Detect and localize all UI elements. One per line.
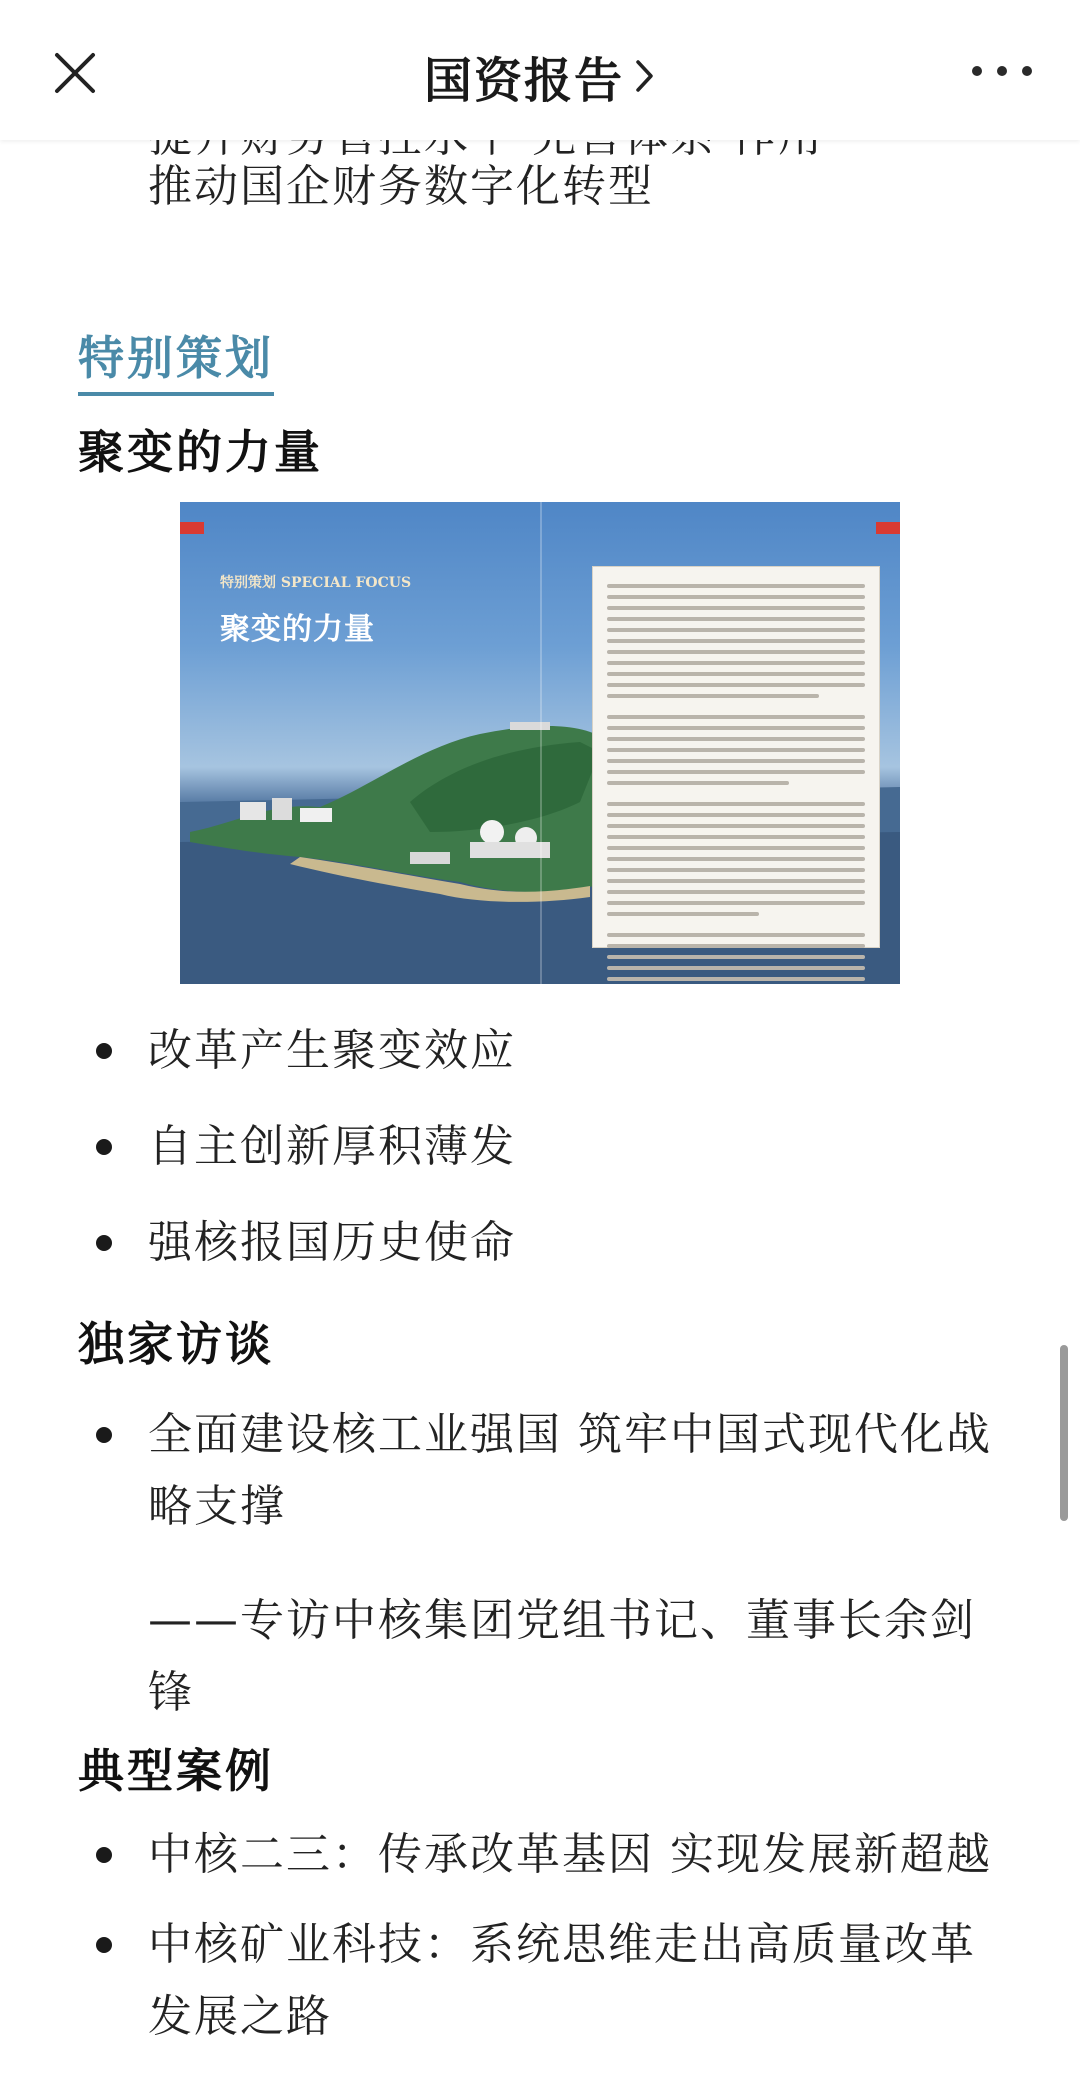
bullet-icon	[96, 1427, 112, 1443]
more-dot-icon	[997, 66, 1007, 76]
list-item: 自主创新厚积薄发	[148, 1121, 516, 1172]
bullet-icon	[96, 1043, 112, 1059]
magazine-text-panel	[592, 566, 880, 948]
bullet-icon	[96, 1847, 112, 1863]
section-heading: 独家访谈	[78, 1317, 274, 1371]
chevron-right-icon	[634, 58, 656, 94]
magazine-tab-left	[180, 522, 204, 534]
scrollbar-thumb[interactable]	[1060, 1345, 1068, 1521]
magazine-spread-image	[180, 502, 900, 984]
interview-subtitle: ——专访中核集团党组书记、董事长余剑锋	[148, 1595, 976, 1718]
more-dot-icon	[1022, 66, 1032, 76]
bullet-icon	[96, 1937, 112, 1953]
bullet-icon	[96, 1235, 112, 1251]
magazine-tab-right	[876, 522, 900, 534]
list-item: 强核报国历史使命	[148, 1217, 516, 1268]
magazine-title: 聚变的力量	[220, 612, 375, 647]
list-item: 改革产生聚变效应	[148, 1025, 516, 1076]
page-title: 国资报告	[423, 52, 624, 109]
list-item: 全面建设核工业强国 筑牢中国式现代化战略支撑	[148, 1409, 992, 1532]
more-dot-icon	[972, 66, 982, 76]
more-options-button[interactable]	[972, 56, 1032, 86]
top-bar	[0, 0, 1080, 140]
list-item: 中核矿业科技：系统思维走出高质量改革发展之路	[148, 1919, 976, 2042]
text-line: 推动国企财务数字化转型	[148, 161, 654, 212]
account-title-link[interactable]	[0, 44, 1080, 108]
magazine-spine	[540, 502, 542, 984]
list-item: 中核二三：传承改革基因 实现发展新超越	[148, 1829, 992, 1880]
magazine-kicker: 特别策划 SPECIAL FOCUS	[220, 575, 412, 591]
magazine-title-block	[220, 572, 411, 648]
section-link-special-focus[interactable]: 特别策划	[78, 322, 274, 396]
section-heading: 典型案例	[78, 1744, 274, 1798]
section-heading: 聚变的力量	[78, 425, 323, 479]
bullet-icon	[96, 1139, 112, 1155]
